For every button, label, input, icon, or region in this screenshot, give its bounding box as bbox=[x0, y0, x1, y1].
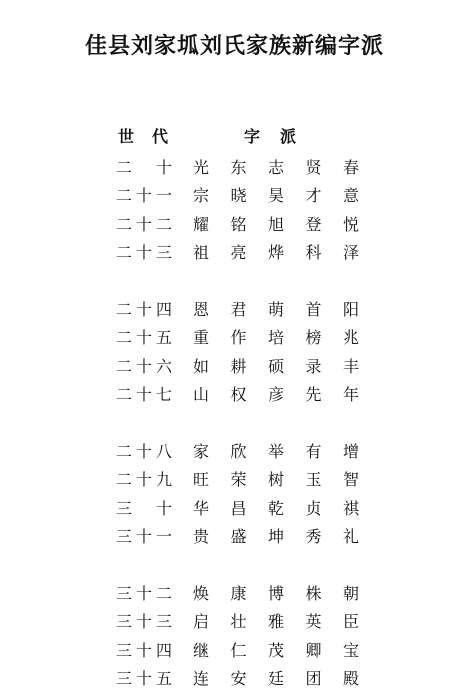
zipai-chars bbox=[192, 580, 360, 608]
header-zipai bbox=[244, 126, 296, 148]
zipai-char: 康 bbox=[230, 583, 247, 603]
generation-char: 二 bbox=[116, 385, 133, 405]
zipai-char: 录 bbox=[305, 356, 322, 376]
zipai-char: 科 bbox=[305, 243, 322, 263]
generation-char: 十 bbox=[136, 186, 153, 206]
generation-char: 十 bbox=[136, 441, 153, 461]
zipai-char: 丰 bbox=[342, 356, 359, 376]
generation-label bbox=[114, 296, 172, 324]
zipai-char: 晓 bbox=[230, 186, 247, 206]
generation-char: 二 bbox=[156, 214, 173, 234]
zipai-char: 举 bbox=[267, 441, 284, 461]
generation-char: 十 bbox=[136, 470, 153, 490]
zipai-char: 茂 bbox=[267, 640, 284, 660]
zipai-char: 雅 bbox=[267, 612, 284, 632]
zipai-char: 臣 bbox=[342, 612, 359, 632]
generation-char: 七 bbox=[156, 385, 173, 405]
zipai-char: 才 bbox=[305, 186, 322, 206]
zipai-chars bbox=[192, 495, 360, 523]
zipai-char: 硕 bbox=[267, 356, 284, 376]
zipai-char: 祖 bbox=[192, 243, 209, 263]
generation-char: 二 bbox=[116, 356, 133, 376]
generation-char: 五 bbox=[156, 328, 173, 348]
zipai-char: 萌 bbox=[267, 299, 284, 319]
zipai-chars bbox=[192, 154, 360, 182]
generation-char: 十 bbox=[136, 669, 153, 689]
zipai-char: 坤 bbox=[267, 527, 284, 547]
zipai-char: 贵 bbox=[192, 527, 209, 547]
generation-char: 十 bbox=[136, 243, 153, 263]
zipai-char: 彦 bbox=[267, 385, 284, 405]
zipai-char: 权 bbox=[230, 385, 247, 405]
generation-char: 八 bbox=[156, 441, 173, 461]
zipai-char: 悦 bbox=[342, 214, 359, 234]
zipai-char: 烨 bbox=[267, 243, 284, 263]
generation-label bbox=[114, 580, 172, 608]
zipai-char: 祺 bbox=[342, 498, 359, 518]
generation-char bbox=[136, 495, 152, 523]
zipai-char: 先 bbox=[305, 385, 322, 405]
zipai-char: 仁 bbox=[230, 640, 247, 660]
generation-label bbox=[114, 665, 172, 693]
generation-char: 十 bbox=[156, 498, 173, 518]
generation-char: 二 bbox=[156, 583, 173, 603]
zipai-char: 连 bbox=[192, 669, 209, 689]
zipai-chars bbox=[192, 438, 360, 466]
zipai-chars bbox=[192, 665, 360, 693]
zipai-char: 宗 bbox=[192, 186, 209, 206]
generation-label bbox=[114, 239, 172, 267]
zipai-char: 春 bbox=[342, 158, 359, 177]
table-row bbox=[114, 182, 374, 210]
header-generation-char: 世 bbox=[118, 127, 135, 146]
zipai-char: 朝 bbox=[342, 583, 359, 603]
generation-char: 十 bbox=[156, 158, 173, 177]
zipai-char: 重 bbox=[192, 328, 209, 348]
zipai-chars bbox=[192, 211, 360, 239]
zipai-char: 安 bbox=[230, 669, 247, 689]
zipai-table bbox=[114, 126, 374, 693]
zipai-char: 树 bbox=[267, 470, 284, 490]
generation-label bbox=[114, 211, 172, 239]
header-generation bbox=[114, 126, 174, 148]
table-row bbox=[114, 637, 374, 665]
generation-char: 九 bbox=[156, 470, 173, 490]
zipai-char: 培 bbox=[267, 328, 284, 348]
group-spacer bbox=[114, 268, 374, 296]
zipai-chars bbox=[192, 296, 360, 324]
table-header bbox=[114, 126, 374, 148]
generation-label bbox=[114, 523, 172, 551]
zipai-char: 智 bbox=[342, 470, 359, 490]
generation-char: 十 bbox=[136, 583, 153, 603]
generation-char: 十 bbox=[136, 640, 153, 660]
generation-label bbox=[114, 466, 172, 494]
generation-label bbox=[114, 381, 172, 409]
generation-label bbox=[114, 154, 172, 182]
zipai-char: 志 bbox=[267, 158, 284, 177]
zipai-char: 恩 bbox=[192, 299, 209, 319]
zipai-char: 君 bbox=[230, 299, 247, 319]
generation-char: 十 bbox=[136, 356, 153, 376]
table-row bbox=[114, 466, 374, 494]
generation-char: 二 bbox=[116, 214, 133, 234]
zipai-char: 光 bbox=[192, 158, 209, 177]
zipai-char: 意 bbox=[342, 186, 359, 206]
group-spacer bbox=[114, 551, 374, 579]
generation-label bbox=[114, 353, 172, 381]
zipai-char: 礼 bbox=[342, 527, 359, 547]
generation-char: 二 bbox=[116, 441, 133, 461]
generation-char: 三 bbox=[156, 612, 173, 632]
generation-char: 三 bbox=[116, 669, 133, 689]
zipai-char: 家 bbox=[192, 441, 209, 461]
zipai-char: 株 bbox=[305, 583, 322, 603]
generation-char: 三 bbox=[116, 498, 133, 518]
zipai-char: 耀 bbox=[192, 214, 209, 234]
generation-char: 二 bbox=[116, 158, 133, 177]
zipai-char: 旺 bbox=[192, 470, 209, 490]
table-row bbox=[114, 154, 374, 182]
table-row bbox=[114, 495, 374, 523]
generation-label bbox=[114, 438, 172, 466]
generation-char: 十 bbox=[136, 328, 153, 348]
zipai-char: 宝 bbox=[342, 640, 359, 660]
table-row bbox=[114, 239, 374, 267]
generation-char: 二 bbox=[116, 186, 133, 206]
zipai-char: 首 bbox=[305, 299, 322, 319]
zipai-char: 博 bbox=[267, 583, 284, 603]
table-row bbox=[114, 353, 374, 381]
generation-label bbox=[114, 182, 172, 210]
zipai-char: 盛 bbox=[230, 527, 247, 547]
zipai-char: 泽 bbox=[342, 243, 359, 263]
zipai-char: 东 bbox=[230, 158, 247, 177]
zipai-char: 团 bbox=[305, 669, 322, 689]
generation-char: 十 bbox=[136, 214, 153, 234]
table-row bbox=[114, 296, 374, 324]
generation-char: 三 bbox=[116, 640, 133, 660]
zipai-char: 华 bbox=[192, 498, 209, 518]
generation-char: 四 bbox=[156, 299, 173, 319]
zipai-chars bbox=[192, 239, 360, 267]
generation-char: 十 bbox=[136, 612, 153, 632]
zipai-char: 玉 bbox=[305, 470, 322, 490]
zipai-char: 有 bbox=[305, 441, 322, 461]
generation-char: 二 bbox=[116, 470, 133, 490]
group-spacer bbox=[114, 410, 374, 438]
zipai-char: 卿 bbox=[305, 640, 322, 660]
generation-char: 三 bbox=[156, 243, 173, 263]
zipai-char: 旭 bbox=[267, 214, 284, 234]
zipai-char: 殿 bbox=[342, 669, 359, 689]
generation-char: 十 bbox=[136, 527, 153, 547]
generation-label bbox=[114, 608, 172, 636]
page-title: 佳县刘家坬刘氏家族新编字派 bbox=[84, 34, 384, 59]
zipai-chars bbox=[192, 324, 360, 352]
zipai-chars bbox=[192, 466, 360, 494]
table-row bbox=[114, 523, 374, 551]
zipai-char: 壮 bbox=[230, 612, 247, 632]
zipai-char: 铭 bbox=[230, 214, 247, 234]
table-row bbox=[114, 438, 374, 466]
table-row bbox=[114, 381, 374, 409]
generation-label bbox=[114, 324, 172, 352]
zipai-char: 兆 bbox=[342, 328, 359, 348]
zipai-char: 年 bbox=[342, 385, 359, 405]
zipai-char: 增 bbox=[342, 441, 359, 461]
zipai-char: 启 bbox=[192, 612, 209, 632]
zipai-char: 秀 bbox=[305, 527, 322, 547]
zipai-char: 焕 bbox=[192, 583, 209, 603]
zipai-char: 山 bbox=[192, 385, 209, 405]
generation-char: 三 bbox=[116, 527, 133, 547]
zipai-char: 耕 bbox=[230, 356, 247, 376]
zipai-char: 登 bbox=[305, 214, 322, 234]
generation-char: 二 bbox=[116, 328, 133, 348]
zipai-char: 昌 bbox=[230, 498, 247, 518]
table-row bbox=[114, 580, 374, 608]
zipai-char: 欣 bbox=[230, 441, 247, 461]
generation-char: 三 bbox=[116, 612, 133, 632]
generation-label bbox=[114, 637, 172, 665]
zipai-char: 昊 bbox=[267, 186, 284, 206]
zipai-chars bbox=[192, 608, 360, 636]
zipai-chars bbox=[192, 182, 360, 210]
generation-label bbox=[114, 495, 172, 523]
generation-char: 一 bbox=[156, 186, 173, 206]
zipai-chars bbox=[192, 353, 360, 381]
zipai-char: 乾 bbox=[267, 498, 284, 518]
generation-char: 二 bbox=[116, 243, 133, 263]
table-row bbox=[114, 608, 374, 636]
table-row bbox=[114, 665, 374, 693]
generation-char: 三 bbox=[116, 583, 133, 603]
table-row bbox=[114, 211, 374, 239]
header-zipai-char: 字 bbox=[244, 127, 261, 146]
generation-char: 二 bbox=[116, 299, 133, 319]
header-generation-char: 代 bbox=[151, 127, 168, 146]
table-row bbox=[114, 324, 374, 352]
zipai-char: 贞 bbox=[305, 498, 322, 518]
zipai-char: 英 bbox=[305, 612, 322, 632]
generation-char bbox=[136, 154, 152, 182]
table-body bbox=[114, 154, 374, 693]
zipai-char: 廷 bbox=[267, 669, 284, 689]
zipai-char: 继 bbox=[192, 640, 209, 660]
zipai-char: 阳 bbox=[342, 299, 359, 319]
generation-char: 五 bbox=[156, 669, 173, 689]
zipai-chars bbox=[192, 637, 360, 665]
generation-char: 十 bbox=[136, 385, 153, 405]
zipai-chars bbox=[192, 381, 360, 409]
zipai-char: 荣 bbox=[230, 470, 247, 490]
zipai-char: 如 bbox=[192, 356, 209, 376]
generation-char: 六 bbox=[156, 356, 173, 376]
zipai-char: 亮 bbox=[230, 243, 247, 263]
generation-char: 十 bbox=[136, 299, 153, 319]
zipai-char: 贤 bbox=[305, 158, 322, 177]
zipai-char: 作 bbox=[230, 328, 247, 348]
generation-char: 一 bbox=[156, 527, 173, 547]
zipai-char: 榜 bbox=[305, 328, 322, 348]
zipai-chars bbox=[192, 523, 360, 551]
header-zipai-char: 派 bbox=[280, 127, 297, 146]
generation-char: 四 bbox=[156, 640, 173, 660]
